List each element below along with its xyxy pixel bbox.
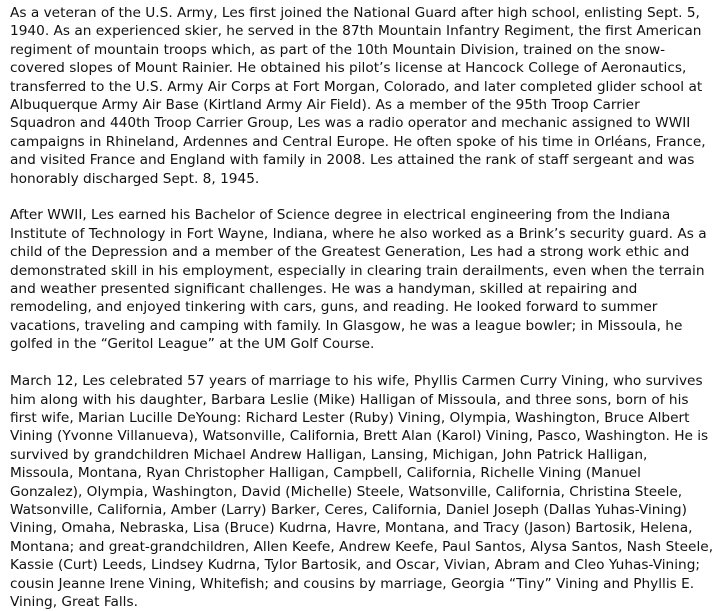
text-line: him along with his daughter, Barbara Leslie (Mike) Halligan of Missoula, and three sons, born of his xyxy=(10,391,689,408)
text-line: child of the Depression and a member of the Greatest Generation, Les had a strong work ethic and xyxy=(10,244,690,261)
text-line: Institute of Technology in Fort Wayne, Indiana, where he also worked as a Brink’s security guard. As a xyxy=(10,225,707,242)
text-line: covered slopes of Mount Rainier. He obtained his pilot’s license at Hancock College of Aeronautics, xyxy=(10,60,687,77)
text-line: survived by grandchildren Michael Andrew Halligan, Lansing, Michigan, John Patrick Halligan, xyxy=(10,446,648,463)
text-line: cousin Jeanne Irene Vining, Whitefish; and cousins by marriage, Georgia “Tiny” Vining and Phyllis E. xyxy=(10,575,695,592)
text-line: golfed in the “Geritol League” at the UM Golf Course. xyxy=(10,336,375,353)
text-line: Missoula, Montana, Ryan Christopher Halligan, Campbell, California, Richelle Vining (Manuel xyxy=(10,465,641,482)
text-line: campaigns in Rhineland, Ardennes and Central Europe. He often spoke of his time in Orléans, France, xyxy=(10,133,706,150)
text-line: Watsonville, California, Amber (Larry) Barker, Ceres, California, Daniel Joseph (Dallas Yuhas-Vining) xyxy=(10,501,687,518)
text-line: Kassie (Curt) Leeds, Lindsey Kudrna, Tylor Bartosik, and Oscar, Vivian, Abram and Cleo Yuhas-Vining; xyxy=(10,557,701,574)
text-line: After WWII, Les earned his Bachelor of Science degree in electrical engineering from the Indiana xyxy=(10,207,671,224)
text-line: March 12, Les celebrated 57 years of marriage to his wife, Phyllis Carmen Curry Vining, who survives xyxy=(10,373,703,390)
text-line: Gonzalez), Olympia, Washington, David (Michelle) Steele, Watsonville, California, Christina Steele, xyxy=(10,483,683,500)
text-line: regiment of mountain troops which, as part of the 10th Mountain Division, trained on the snow- xyxy=(10,41,666,58)
text-line: Montana; and great-grandchildren, Allen Keefe, Andrew Keefe, Paul Santos, Alysa Santos, Nash Steele, xyxy=(10,538,714,555)
text-line: Vining (Yvonne Villanueva), Watsonville, California, Brett Alan (Karol) Vining, Pasco, Washington. He is xyxy=(10,428,709,445)
text-line: Vining, Great Falls. xyxy=(10,593,138,610)
text-line: transferred to the U.S. Army Air Corps at Fort Morgan, Colorado, and later completed glider school at xyxy=(10,78,703,95)
text-line: vacations, traveling and camping with family. In Glasgow, he was a league bowler; in Missoula, he xyxy=(10,317,683,334)
text-line: first wife, Marian Lucille DeYoung: Richard Lester (Ruby) Vining, Olympia, Washington, Bruce Albert xyxy=(10,409,690,426)
text-line: As a veteran of the U.S. Army, Les first joined the National Guard after high school, enlisting Sept. 5, xyxy=(10,5,700,21)
text-line: Squadron and 440th Troop Carrier Group, Les was a radio operator and mechanic assigned to WWII xyxy=(10,115,691,132)
text-line: demonstrated skill in his employment, especially in clearing train derailments, even when the terrain xyxy=(10,262,705,279)
text-line: remodeling, and enjoyed tinkering with cars, guns, and reading. He looked forward to summer xyxy=(10,299,658,316)
text-line: Vining, Omaha, Nebraska, Lisa (Bruce) Kudrna, Havre, Montana, and Tracy (Jason) Bartosik, Helena, xyxy=(10,520,693,537)
paragraph-military-service xyxy=(10,4,717,188)
text-line: and weather presented significant challenges. He was a handyman, skilled at repairing and xyxy=(10,281,638,298)
text-line: 1940. As an experienced skier, he served in the 87th Mountain Infantry Regiment, the first American xyxy=(10,23,702,40)
text-line: and visited France and England with family in 2008. Les attained the rank of staff sergeant and was xyxy=(10,152,695,169)
paragraph-career xyxy=(10,206,717,353)
text-line: honorably discharged Sept. 8, 1945. xyxy=(10,170,260,187)
text-line: Albuquerque Army Air Base (Kirtland Army Air Field). As a member of the 95th Troop Carrier xyxy=(10,97,640,114)
paragraph-family xyxy=(10,372,717,611)
